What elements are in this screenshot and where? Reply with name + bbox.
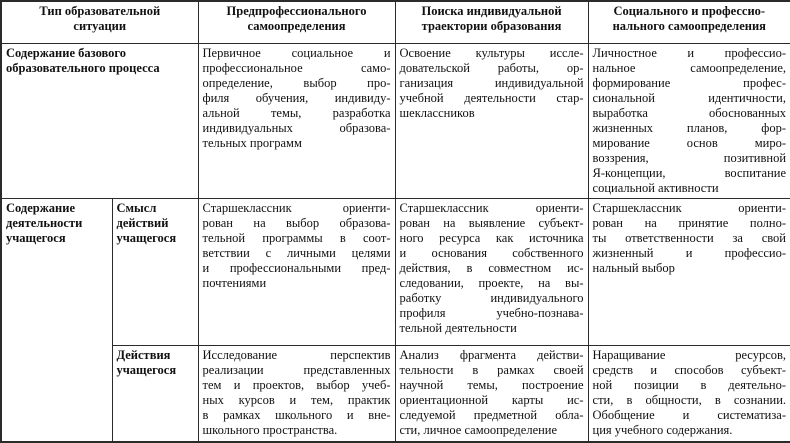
cell-basic-trajectory: Освоение культуры иссле- довательской работы, ор- ганизация индивидуальной учебной деятельности стар- шеклассников <box>395 43 588 198</box>
row-meaning-of-actions <box>1 198 790 345</box>
table-header-row <box>1 1 790 43</box>
header-cell-situation-type: Тип образовательной ситуации <box>1 1 198 43</box>
row-sublabel-meaning: Смысл действий учащегося <box>112 198 198 345</box>
cell-meaning-social: Старшеклассник ориенти- рован на принятие полно- ты ответственности за свой жизненный и профессио- нальный выбор <box>588 198 790 345</box>
cell-actions-social: Наращивание ресурсов, средств и способов субъект- ной позиции в деятельно- сти, в общности, в сознании. Обобщение и систематиза- ция учебного содержания. <box>588 345 790 442</box>
row-label-student-activity: Содержание деятельности учащегося <box>1 198 112 442</box>
cell-basic-preprofessional: Первичное социальное и профессиональное само- определение, выбор про- филя обучения, индивиду- альной темы, разработка индивидуальных образова- тельных программ <box>198 43 395 198</box>
row-label-basic-process: Содержание базового образовательного процесса <box>1 43 198 198</box>
header-cell-social-professional: Социального и профессио- нального самоопределения <box>588 1 790 43</box>
cell-meaning-preprofessional: Старшеклассник ориенти- рован на выбор образова- тельной программы в соот- ветствии с личными целями и профессиональными пред- почтениями <box>198 198 395 345</box>
row-sublabel-actions: Действия учащегося <box>112 345 198 442</box>
cell-actions-preprofessional: Исследование перспектив реализации представленных тем и проектов, выбор учеб- ных курсов и тем, практик в рамках школьного и вне- школьного пространства. <box>198 345 395 442</box>
cell-meaning-trajectory: Старшеклассник ориенти- рован на выявление субъект- ного ресурса как источника и основания собственного действия, в совместном ис- следовании, проекте, на вы- работку индивидуального профиля учебно-познава- тельной деятельности <box>395 198 588 345</box>
row-basic-educational-process <box>1 43 790 198</box>
header-cell-preprofessional: Предпрофессионального самоопределения <box>198 1 395 43</box>
row-student-actions <box>1 345 790 442</box>
cell-basic-social: Личностное и профессио- нальное самоопределение, формирование профес- сиональной идентичности, выработка обоснованных жизненных планов, фор- мирование основ миро- воззрения, позитивной Я-концепции, воспитание социальной активности <box>588 43 790 198</box>
header-cell-individual-trajectory: Поиска индивидуальной траектории образования <box>395 1 588 43</box>
cell-actions-trajectory: Анализ фрагмента действи- тельности в рамках своей научной темы, построение ориентационной карты ис- следуемой предметной обла- сти, личное самоопределение <box>395 345 588 442</box>
